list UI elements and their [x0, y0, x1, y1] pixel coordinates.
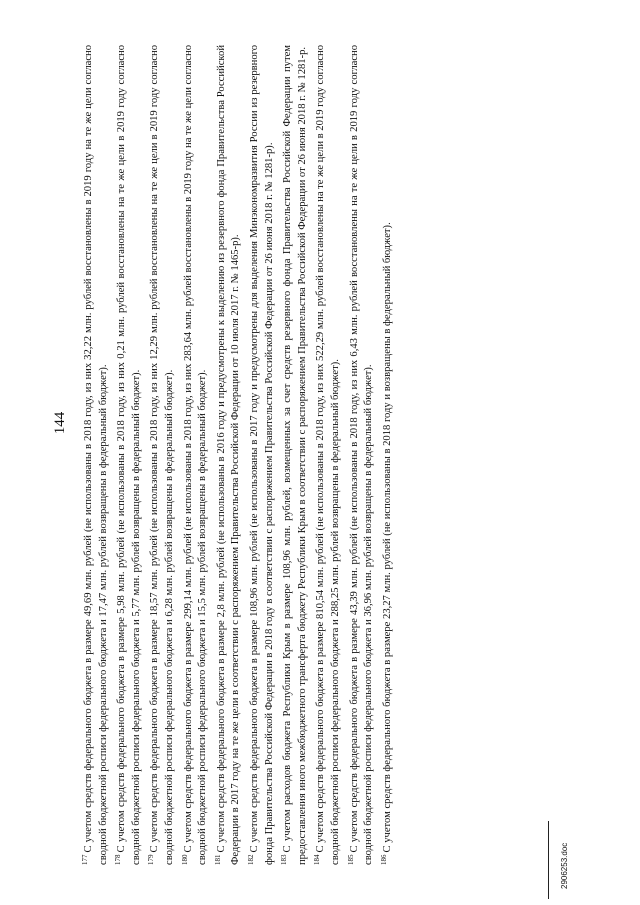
footnote	[178, 45, 211, 865]
footnote	[310, 45, 343, 865]
footnote	[344, 45, 377, 865]
footnote-number: 180	[180, 854, 189, 865]
footnote	[277, 45, 310, 865]
footnote-text: С учетом расходов бюджета Республики Крым в размере 108,96 млн. рублей, возмещенных за счет средств резервного фонда Правительства Российской Федерации путем предоставления иного межбюджетного трансферта бюджету Республики Крым в соответствии с распоряжением Правительства Российской Федерации от 26 июня 2018 г. № 1281-р.	[282, 45, 308, 865]
footnote-number: 186	[379, 854, 388, 865]
footnote-text: С учетом средств федерального бюджета в размере 299,14 млн. рублей (не использованы в 2018 году, из них 283,64 млн. рублей восстановлены в 2019 году на те же цели согласно сводной бюджетной росписи федерального бюджета и 15,5 млн. рублей возвращены в федеральный бюджет).	[182, 44, 209, 865]
footnote-text: С учетом средств федерального бюджета в размере 810,54 млн. рублей (не использованы в 2018 году, из них 522,29 млн. рублей восстановлены на те же цели в 2019 году согласно сводной бюджетной росписи федерального бюджета и 288,25 млн. рублей возвращены в федеральный бюджет).	[315, 44, 341, 865]
footnote	[78, 45, 111, 865]
footnote-number: 179	[147, 854, 156, 865]
footnote-number: 178	[114, 854, 123, 865]
footnote-number: 183	[280, 854, 289, 865]
footnote-number: 184	[313, 854, 322, 865]
footnote	[377, 45, 396, 865]
footnote-text: С учетом средств федерального бюджета в размере 108,96 млн. рублей (не использованы в 2017 году и предусмотрены для выделения Минэкономразвития России из резервного фонда Правительства Российской Федерации в 2018 году в соответствии с распоряжением Правительства Российской Федерации от 26 июня 2018 г. № 1281-р).	[248, 45, 275, 865]
footnote-number: 185	[346, 854, 355, 865]
footnote	[111, 45, 144, 865]
footnote-text: С учетом средств федерального бюджета в размере 49,69 млн. рублей (не использованы в 2018 году, из них 32,22 млн. рублей восстановлены в 2019 году на те же цели согласно сводной бюджетной росписи федерального бюджета и 17,47 млн. рублей возвращены в федеральный бюджет).	[83, 45, 109, 865]
footnote-text: С учетом средств федерального бюджета в размере 5,98 млн. рублей (не использованы в 2018 году, из них 0,21 млн. рублей восстановлены на те же цели в 2019 году согласно сводной бюджетной росписи федерального бюджета и 5,77 млн. рублей возвращены в федеральный бюджет).	[116, 45, 142, 865]
footnote-number: 177	[81, 854, 89, 865]
footnote-text: С учетом средств федерального бюджета в размере 18,57 млн. рублей (не использованы в 2018 году, из них 12,29 млн. рублей восстановлены на те же цели в 2019 году согласно сводной бюджетной росписи федерального бюджета и 6,28 млн. рублей возвращены в федеральный бюджет).	[149, 45, 175, 865]
footnote	[144, 45, 177, 865]
footnote	[244, 45, 277, 865]
footnote-number: 181	[213, 854, 222, 865]
footnotes-block	[78, 45, 395, 865]
footnote-text: С учетом средств федерального бюджета в размере 43,39 млн. рублей (не использованы в 2018 году, из них 6,43 млн. рублей восстановлены на те же цели в 2019 году согласно сводной бюджетной росписи федерального бюджета и 36,96 млн. рублей возвращены в федеральный бюджет).	[348, 45, 375, 865]
footnote	[211, 45, 244, 865]
file-name: 2906253.doc	[560, 842, 569, 889]
footnote-number: 182	[246, 854, 255, 865]
footnote-text: С учетом средств федерального бюджета в размере 23,27 млн. рублей (не использованы в 2018 году и возвращены в федеральный бюджет).	[381, 222, 393, 853]
page-number: 144	[52, 411, 68, 435]
footnote-separator	[548, 821, 549, 899]
footnote-text: С учетом средств федерального бюджета в размере 2,8 млн. рублей (не использованы в 2016 году и предусмотрены к выделению из резервного фонда Правительства Российской Федерации в 2017 году на те же цели в соответствии с распоряжением Правительства Российской Федерации от 10 июля 2017 г. № 1465-р).	[215, 45, 242, 865]
